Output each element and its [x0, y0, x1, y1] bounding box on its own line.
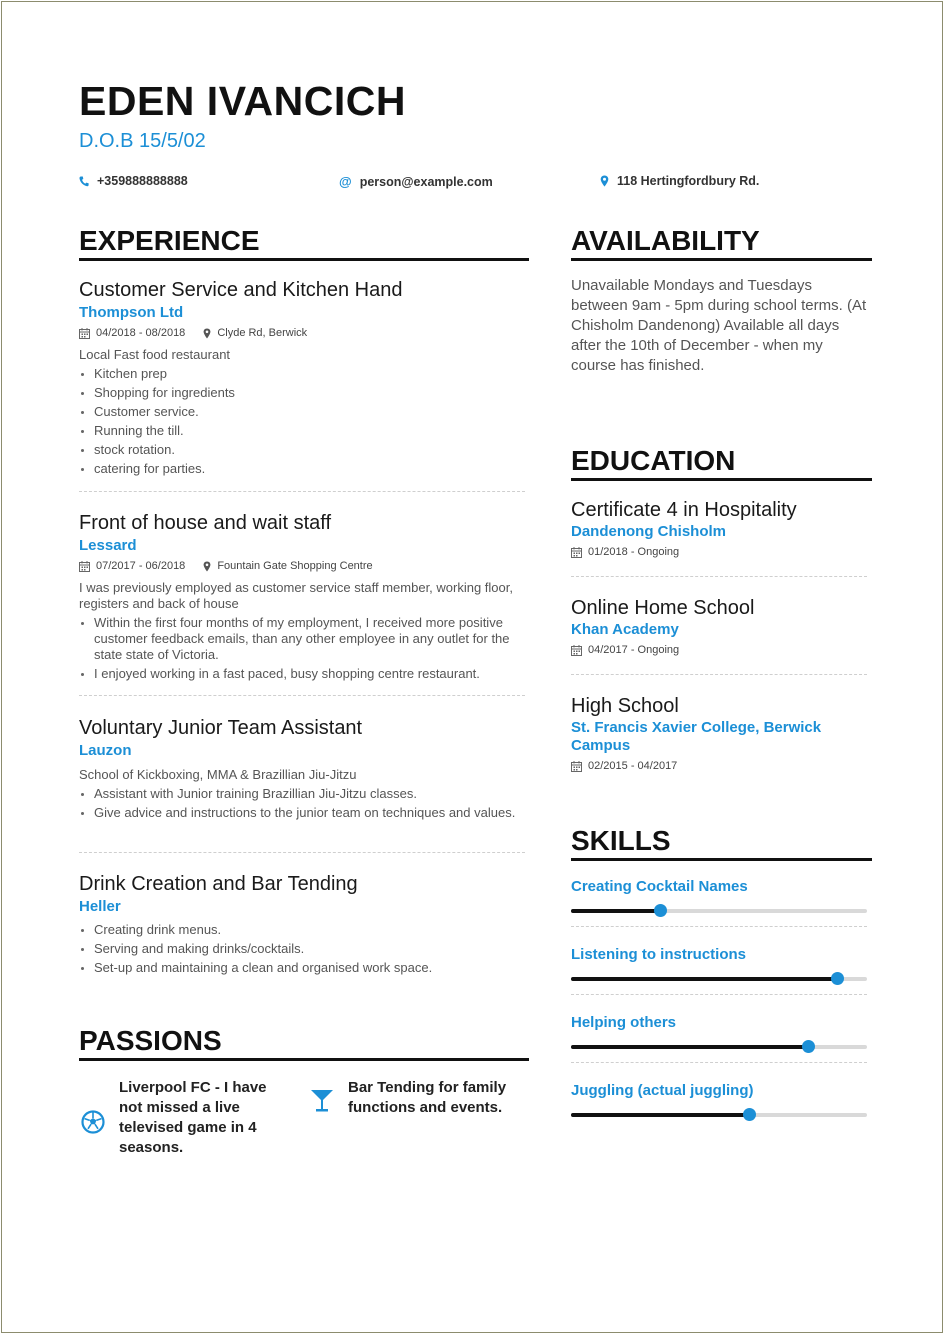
job-dates: 04/2018 - 08/2018: [96, 327, 186, 339]
map-pin-icon: [203, 561, 211, 572]
list-item: Creating drink menus.: [79, 922, 525, 938]
company-name: Lessard: [79, 537, 137, 554]
skill-bar: [571, 1045, 867, 1049]
date-of-birth: D.O.B 15/5/02: [79, 130, 206, 152]
job-bullets: [79, 366, 525, 477]
calendar-icon: [79, 561, 90, 572]
job-description: School of Kickboxing, MMA & Brazillian Jiu-Jitzu: [79, 767, 357, 782]
education-item: [571, 596, 871, 658]
list-item: Assistant with Junior training Brazillian Jiu-Jitzu classes.: [79, 786, 525, 802]
skill-bar-fill: [571, 1113, 749, 1117]
map-pin-icon: [203, 328, 211, 339]
skill-label: Listening to instructions: [571, 946, 746, 963]
divider: [79, 852, 525, 853]
cocktail-glass-icon: [310, 1088, 334, 1114]
education-dates: 01/2018 - Ongoing: [588, 546, 680, 558]
skill-bar-knob: [654, 904, 667, 917]
divider: [571, 994, 867, 995]
divider: [571, 1062, 867, 1063]
list-item: stock rotation.: [79, 442, 525, 458]
education-item: [571, 694, 871, 774]
experience-item: [79, 872, 525, 979]
company-name: Thompson Ltd: [79, 304, 184, 321]
list-item: Running the till.: [79, 423, 525, 439]
skill-bar-knob: [743, 1108, 756, 1121]
experience-heading: EXPERIENCE: [79, 225, 529, 261]
list-item: Serving and making drinks/cocktails.: [79, 941, 525, 957]
divider: [571, 926, 867, 927]
candidate-name: EDEN IVANCICH: [79, 78, 406, 124]
education-meta: [571, 758, 871, 774]
phone-text: +359888888888: [97, 174, 188, 188]
passion-text: Bar Tending for family functions and events.: [348, 1079, 507, 1116]
skill-bar-fill: [571, 977, 837, 981]
skill-bar-knob: [802, 1040, 815, 1053]
list-item: catering for parties.: [79, 461, 525, 477]
contact-address: [600, 174, 759, 188]
phone-icon: [79, 176, 89, 187]
job-location: Clyde Rd, Berwick: [217, 327, 308, 339]
divider: [571, 674, 867, 675]
skill-item: [571, 1014, 867, 1049]
list-item: Customer service.: [79, 404, 525, 420]
job-title: Front of house and wait staff: [79, 512, 332, 534]
skills-heading: SKILLS: [571, 825, 872, 861]
list-item: Shopping for ingredients: [79, 385, 525, 401]
job-bullets: [79, 615, 525, 682]
passions-heading: PASSIONS: [79, 1025, 529, 1061]
availability-text: Unavailable Mondays and Tuesdays between 9am - 5pm during school terms. (At Chisholm Dandenong) Available all days after the 10th of December - when my course has finished.: [571, 277, 867, 374]
calendar-icon: [79, 328, 90, 339]
job-bullets: [79, 786, 525, 821]
passion-item: [310, 1078, 530, 1118]
experience-item: [79, 716, 525, 824]
job-meta: [79, 325, 525, 341]
job-title: Voluntary Junior Team Assistant: [79, 717, 363, 739]
address-text: 118 Hertingfordbury Rd.: [617, 174, 760, 188]
experience-item: [79, 511, 525, 685]
education-meta: [571, 544, 871, 560]
education-item: [571, 498, 871, 560]
institution-name: Dandenong Chisholm: [571, 523, 726, 540]
contact-phone: [79, 174, 188, 188]
soccer-ball-icon: [81, 1110, 105, 1134]
skill-label: Juggling (actual juggling): [571, 1082, 754, 1099]
skill-bar-fill: [571, 1045, 808, 1049]
degree-title: Online Home School: [571, 597, 755, 619]
calendar-icon: [571, 761, 582, 772]
education-dates: 04/2017 - Ongoing: [588, 644, 680, 656]
contact-email: [339, 174, 493, 189]
list-item: I enjoyed working in a fast paced, busy shopping centre restaurant.: [79, 666, 525, 682]
list-item: Kitchen prep: [79, 366, 525, 382]
degree-title: Certificate 4 in Hospitality: [571, 499, 797, 521]
job-bullets: [79, 922, 525, 976]
list-item: Within the first four months of my employment, I received more positive customer feedback emails, than any other employee in any outlet for the state state of Victoria.: [79, 615, 525, 663]
skill-label: Helping others: [571, 1014, 677, 1031]
email-text[interactable]: person@example.com: [359, 174, 493, 189]
institution-name: Khan Academy: [571, 621, 679, 638]
job-meta: [79, 558, 525, 574]
skill-bar: [571, 909, 867, 913]
list-item: Set-up and maintaining a clean and organised work space.: [79, 960, 525, 976]
divider: [571, 576, 867, 577]
skill-item: [571, 1082, 867, 1117]
job-title: Drink Creation and Bar Tending: [79, 873, 358, 895]
education-dates: 02/2015 - 04/2017: [588, 760, 678, 772]
institution-name: St. Francis Xavier College, Berwick Campus: [571, 719, 822, 754]
job-description: I was previously employed as customer service staff member, working floor, registers and back of house: [79, 580, 513, 611]
skill-label: Creating Cocktail Names: [571, 878, 748, 895]
job-title: Customer Service and Kitchen Hand: [79, 279, 403, 301]
company-name: Lauzon: [79, 742, 132, 759]
at-icon: @: [339, 174, 352, 189]
map-pin-icon: [600, 175, 609, 187]
job-dates: 07/2017 - 06/2018: [96, 560, 186, 572]
skill-bar-fill: [571, 909, 660, 913]
passion-text: Liverpool FC - I have not missed a live televised game in 4 seasons.: [119, 1079, 267, 1156]
calendar-icon: [571, 547, 582, 558]
skill-item: [571, 878, 867, 913]
divider: [79, 491, 525, 492]
passion-item: [81, 1078, 281, 1158]
education-heading: EDUCATION: [571, 445, 872, 481]
availability-heading: AVAILABILITY: [571, 225, 872, 261]
divider: [79, 695, 525, 696]
job-location: Fountain Gate Shopping Centre: [217, 560, 373, 572]
calendar-icon: [571, 645, 582, 656]
degree-title: High School: [571, 695, 679, 717]
job-description: Local Fast food restaurant: [79, 347, 231, 362]
education-meta: [571, 642, 871, 658]
company-name: Heller: [79, 898, 121, 915]
skill-bar: [571, 1113, 867, 1117]
skill-item: [571, 946, 867, 981]
list-item: Give advice and instructions to the junior team on techniques and values.: [79, 805, 525, 821]
skill-bar: [571, 977, 867, 981]
experience-item: [79, 278, 525, 480]
